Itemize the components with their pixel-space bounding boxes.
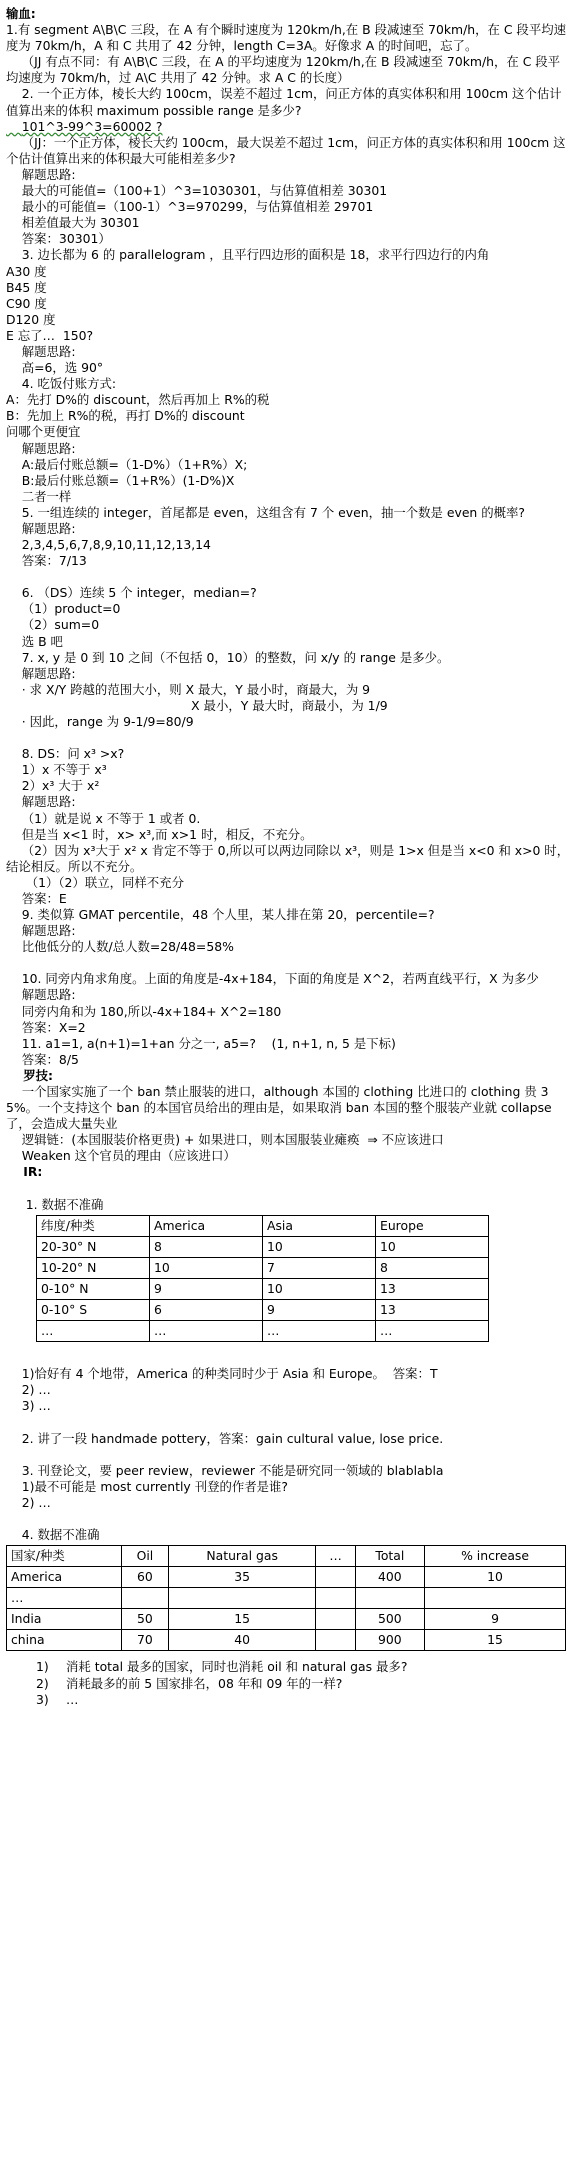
text-line: 10. 同旁内角求角度。上面的角度是-4x+184，下面的角度是 X^2，若两直线平行，X 为多少: [6, 971, 539, 987]
table-header-row: [37, 1215, 489, 1236]
text-line: 9. 类似算 GMAT percentile，48 个人里，某人排在第 20，percentile=?: [6, 907, 435, 923]
text-line: [6, 955, 571, 971]
table-header-cell: …: [316, 1545, 355, 1566]
text-block-middle: [6, 1350, 571, 1543]
text-line: 2) …: [6, 1494, 51, 1510]
text-line: 1）x 不等于 x³: [6, 762, 107, 778]
list-item-number: 1): [36, 1659, 49, 1675]
text-line: 3. 刊登论文，要 peer review，reviewer 不能是研究同一领域的 blablabla: [6, 1462, 444, 1478]
text-line: 答案：30301）: [6, 231, 111, 247]
text-line: E 忘了… 150?: [6, 327, 94, 343]
text-line: [6, 1447, 571, 1463]
table-row: [37, 1257, 489, 1278]
text-line: 答案：X=2: [6, 1019, 86, 1035]
text-line: （1）就是说 x 不等于 1 或者 0.: [6, 810, 201, 826]
text-line: A30 度: [6, 263, 47, 279]
text-line: [6, 569, 571, 585]
table-cell: 50: [121, 1609, 168, 1630]
text-line: 3. 边长都为 6 的 parallelogram ，且平行四边形的面积是 18，求平行四边行的内角: [6, 247, 490, 263]
table-cell: 40: [168, 1630, 316, 1651]
table-cell: 13: [376, 1278, 489, 1299]
text-line: （2）因为 x³大于 x² x 肯定不等于 0,所以可以两边同除以 x³，则是 1>x 但是当 x<0 和 x>0 时，结论相反。所以不充分。: [6, 842, 570, 874]
table-header-cell: America: [150, 1215, 263, 1236]
text-line: 答案：E: [6, 890, 67, 906]
table-cell: 10: [376, 1236, 489, 1257]
data-table-energy: [6, 1545, 566, 1651]
list-item-number: 2): [36, 1675, 49, 1691]
text-line: Weaken 这个官员的理由（应该进口）: [6, 1148, 236, 1164]
table-cell: 15: [168, 1609, 316, 1630]
text-line: 4. 数据不准确: [6, 1526, 100, 1542]
table-cell: [355, 1588, 424, 1609]
text-line: 解题思路:: [6, 794, 76, 810]
table-cell: 10: [263, 1236, 376, 1257]
text-line: 解题思路:: [6, 521, 76, 536]
question-list: [36, 1659, 571, 1707]
table-cell: 8: [376, 1257, 489, 1278]
table-cell: India: [7, 1609, 122, 1630]
text-line: 101^3-99^3=60002 ?: [6, 118, 163, 134]
text-line: D120 度: [6, 311, 56, 327]
text-line: 2. 一个正方体，棱长大约 100cm，误差不超过 1cm，问正方体的真实体积和用 100cm 这个估计值算出来的体积 maximum possible range 是多少?: [6, 86, 562, 118]
text-line: 选 B 吧: [6, 633, 63, 649]
table-cell: [316, 1609, 355, 1630]
table-header-cell: Europe: [376, 1215, 489, 1236]
list-item-text: …: [66, 1691, 79, 1707]
table-cell: 9: [263, 1300, 376, 1321]
text-line: [6, 730, 571, 746]
text-line: （2）sum=0: [6, 617, 100, 633]
text-line: 6. （DS）连续 5 个 integer，median=?: [6, 585, 257, 601]
table-cell: …: [37, 1321, 150, 1342]
list-item-text: 消耗 total 最多的国家，同时也消耗 oil 和 natural gas 最多?: [66, 1659, 408, 1675]
text-line: 解题思路:: [6, 987, 76, 1003]
text-line: 8. DS：问 x³ >x?: [6, 746, 125, 762]
text-line: 最大的可能值=（100+1）^3=1030301，与估算值相差 30301: [6, 183, 388, 199]
text-line: 2) …: [6, 1382, 51, 1398]
table-cell: America: [7, 1567, 122, 1588]
table-row: [7, 1567, 566, 1588]
table-cell: 9: [425, 1609, 566, 1630]
text-line: 解题思路:: [6, 166, 76, 182]
text-line: 二者一样: [6, 488, 72, 504]
text-line: 1. 数据不准确: [6, 1196, 104, 1212]
text-line: （1）product=0: [6, 601, 121, 617]
text-line: 2,3,4,5,6,7,8,9,10,11,12,13,14: [6, 537, 211, 553]
text-line: 比他低分的人数/总人数=28/48=58%: [6, 939, 234, 955]
table-cell: 10: [263, 1278, 376, 1299]
text-line: 1)最不可能是 most currently 刊登的作者是谁?: [6, 1478, 289, 1494]
text-line: 7. x, y 是 0 到 10 之间（不包括 0，10）的整数，问 x/y 的 range 是多少。: [6, 649, 450, 665]
table-cell: 70: [121, 1630, 168, 1651]
text-line: 一个国家实施了一个 ban 禁止服装的进口，although 本国的 clothing 比进口的 clothing 贵 35%。一个支持这个 ban 的本国官员给出的理由是，如果取消 ban 本国的整个服装产业就 collapse 了，会造成大量失业: [6, 1084, 556, 1132]
table-cell: [121, 1588, 168, 1609]
table-cell: …: [150, 1321, 263, 1342]
text-line: 问哪个更便宜: [6, 424, 81, 440]
table-cell: …: [376, 1321, 489, 1342]
text-line: 罗技:: [6, 1067, 54, 1083]
list-item-number: 3): [36, 1691, 49, 1707]
text-line: · 因此，range 为 9-1/9=80/9: [6, 714, 194, 730]
table-cell: 13: [376, 1300, 489, 1321]
table-cell: [168, 1588, 316, 1609]
list-item: [36, 1692, 571, 1708]
text-line: IR:: [6, 1164, 43, 1180]
table-header-cell: Total: [355, 1545, 424, 1566]
table-cell: 0-10° N: [37, 1278, 150, 1299]
table-cell: 35: [168, 1567, 316, 1588]
table-row: [37, 1236, 489, 1257]
text-line: 解题思路:: [6, 923, 76, 939]
table-header-cell: Natural gas: [168, 1545, 316, 1566]
text-line: 解题思路:: [6, 343, 76, 359]
list-item: [36, 1659, 571, 1675]
table-cell: …: [7, 1588, 122, 1609]
table-header-cell: 纬度/种类: [37, 1215, 150, 1236]
text-line: X 最小，Y 最大时，商最小，为 1/9: [6, 697, 388, 713]
table-cell: 400: [355, 1567, 424, 1588]
text-line: [6, 1181, 571, 1197]
table-cell: 10-20° N: [37, 1257, 150, 1278]
table-header-cell: Asia: [263, 1215, 376, 1236]
table-cell: 20-30° N: [37, 1236, 150, 1257]
table-header-cell: Oil: [121, 1545, 168, 1566]
table-cell: 9: [150, 1278, 263, 1299]
text-line: 4. 吃饭付账方式:: [6, 376, 117, 392]
text-line: B:最后付账总额=（1+R%）(1-D%)X: [6, 472, 235, 488]
text-line: 解题思路:: [6, 440, 76, 456]
text-line: 答案：7/13: [6, 553, 87, 569]
table-cell: 0-10° S: [37, 1300, 150, 1321]
table-cell: [316, 1567, 355, 1588]
table-row: [7, 1609, 566, 1630]
text-line: · 求 X/Y 跨越的范围大小，则 X 最大，Y 最小时，商最大，为 9: [6, 681, 371, 697]
table-cell: 8: [150, 1236, 263, 1257]
text-line: （JJ 有点不同：有 A\B\C 三段，在 A 的平均速度为 120km/h,在 B 段减速至 70km/h，在 C 段平均速度为 70km/h，过 A\C 共用了 42 分钟。求 A C 的长度）: [6, 54, 561, 86]
list-item-text: 消耗最多的前 5 国家排名，08 年和 09 年的一样?: [66, 1675, 343, 1691]
text-line: 2）x³ 大于 x²: [6, 778, 100, 794]
table-cell: [316, 1630, 355, 1651]
table-cell: 900: [355, 1630, 424, 1651]
table-cell: 15: [425, 1630, 566, 1651]
text-line: 但是当 x<1 时，x> x³,而 x>1 时，相反，不充分。: [6, 826, 313, 842]
text-line: A:最后付账总额=（1-D%）（1+R%）X;: [6, 456, 248, 472]
table-cell: china: [7, 1630, 122, 1651]
text-line: 高=6，选 90°: [6, 360, 104, 376]
table-cell: 500: [355, 1609, 424, 1630]
list-item: [36, 1676, 571, 1692]
table-header-row: [7, 1545, 566, 1566]
table-cell: 10: [150, 1257, 263, 1278]
text-line: 相差值最大为 30301: [6, 215, 140, 231]
text-line: B：先加上 R%的税，再打 D%的 discount: [6, 408, 245, 424]
data-table-latitude: [36, 1215, 489, 1343]
text-line: 同旁内角和为 180,所以-4x+184+ X^2=180: [6, 1003, 282, 1019]
text-line: 11. a1=1, a(n+1)=1+an 分之一, a5=? (1, n+1, n, 5 是下标): [6, 1035, 396, 1051]
text-line: （JJ：一个正方体，棱长大约 100cm，最大误差不超过 1cm，问正方体的真实体积和用 100cm 这个估计值算出来的体积最大可能相差多少?: [6, 134, 566, 166]
text-line: [6, 1415, 571, 1431]
text-line: 答案：8/5: [6, 1051, 79, 1067]
text-line: （1）（2）联立，同样不充分: [6, 874, 184, 890]
text-line: 最小的可能值=（100-1）^3=970299，与估算值相差 29701: [6, 199, 374, 215]
table-cell: 60: [121, 1567, 168, 1588]
table-row: [37, 1321, 489, 1342]
table-header-cell: % increase: [425, 1545, 566, 1566]
table-header-cell: 国家/种类: [7, 1545, 122, 1566]
table-cell: 7: [263, 1257, 376, 1278]
text-line: 2. 讲了一段 handmade pottery，答案：gain cultural value, lose price.: [6, 1430, 444, 1446]
text-line: 5. 一组连续的 integer，首尾都是 even，这组含有 7 个 even，抽一个数是 even 的概率?: [6, 504, 525, 520]
table-row: [7, 1588, 566, 1609]
text-line: [6, 1350, 571, 1366]
text-line: 1.有 segment A\B\C 三段，在 A 有个瞬时速度为 120km/h,在 B 段减速至 70km/h，在 C 段平均速度为 70km/h，A 和 C 共用了 42 分钟，length C=3A。好像求 A 的时间吧，忘了。: [6, 22, 566, 54]
text-block-top: [6, 6, 571, 1213]
table-row: [7, 1630, 566, 1651]
table-cell: [316, 1588, 355, 1609]
text-line: C90 度: [6, 295, 47, 311]
table-row: [37, 1300, 489, 1321]
text-line: 1)恰好有 4 个地带，America 的种类同时少于 Asia 和 Europe。 答案：T: [6, 1366, 438, 1382]
text-line: 逻辑链：(本国服装价格更贵) + 如果进口，则本国服装业瘫痪 ⇒ 不应该进口: [6, 1132, 444, 1148]
text-line: 解题思路:: [6, 665, 76, 681]
table-cell: …: [263, 1321, 376, 1342]
table-row: [37, 1278, 489, 1299]
text-line: 3) …: [6, 1398, 51, 1414]
table-cell: 6: [150, 1300, 263, 1321]
text-line: A：先打 D%的 discount，然后再加上 R%的税: [6, 392, 270, 408]
text-line: 输血:: [6, 6, 36, 21]
text-line: [6, 1511, 571, 1527]
text-line: B45 度: [6, 279, 47, 295]
table-cell: [425, 1588, 566, 1609]
table-cell: 10: [425, 1567, 566, 1588]
